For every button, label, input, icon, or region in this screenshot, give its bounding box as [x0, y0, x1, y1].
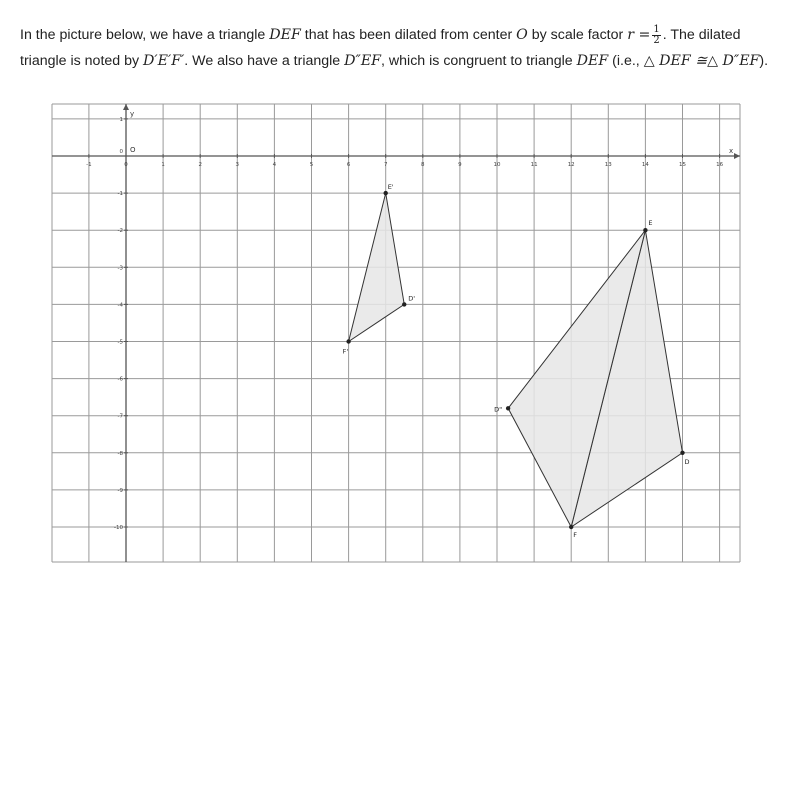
x-tick-label-14: 14	[641, 162, 649, 168]
x-tick-label-4: 4	[272, 162, 277, 168]
origin-label: O	[130, 146, 136, 154]
y-tick-label--10: -10	[114, 525, 123, 531]
fraction-numerator: 1	[653, 23, 660, 35]
triangle-congruent-label: D″EF	[344, 53, 382, 69]
triangle-dilated-label: D′E′F′	[143, 53, 185, 69]
x-tick-label-0: 0	[124, 162, 128, 168]
vertex-label-D: D	[684, 457, 690, 466]
triangle-def-label-2: DEF	[576, 53, 609, 69]
vertex-F1	[346, 339, 350, 343]
x-tick-label--1: -1	[86, 162, 92, 168]
x-tick-label-6: 6	[346, 162, 351, 168]
vertex-label-F1: F'	[342, 347, 349, 356]
scale-factor-symbol: r =	[627, 27, 651, 43]
vertex-label-F: F	[573, 531, 577, 539]
x-tick-label-11: 11	[530, 162, 538, 168]
y-tick-label-0: 0	[119, 149, 123, 155]
problem-text-7: (i.e.,	[612, 53, 640, 69]
x-tick-label-5: 5	[309, 162, 314, 168]
vertex-D	[680, 451, 684, 455]
vertex-E	[643, 228, 647, 232]
problem-text-5: . We also have a triangle	[184, 53, 341, 69]
y-tick-label--6: -6	[117, 376, 123, 383]
y-tick-label--8: -8	[117, 450, 123, 457]
x-tick-label-15: 15	[679, 162, 686, 168]
x-tick-label-2: 2	[198, 162, 202, 168]
y-tick-label--9: -9	[117, 487, 123, 494]
x-tick-label-10: 10	[493, 162, 501, 168]
vertex-E1	[384, 191, 388, 195]
congruence-statement: △ DEF ≅△ D″EF	[643, 53, 760, 69]
y-axis-label: y	[130, 110, 135, 118]
y-tick-label--7: -7	[117, 413, 123, 420]
x-tick-label-1: 1	[161, 162, 165, 168]
x-tick-label-7: 7	[383, 162, 388, 168]
vertex-D1	[402, 302, 406, 306]
triangles	[349, 193, 683, 527]
x-tick-label-13: 13	[604, 162, 612, 168]
x-tick-label-16: 16	[716, 162, 724, 168]
vertex-label-E1: E'	[387, 183, 394, 192]
problem-text-1: In the picture below, we have a triangle	[20, 27, 266, 43]
problem-text-2: that has been dilated from center	[304, 27, 513, 43]
vertex-label-D2: D"	[494, 405, 503, 414]
x-axis-arrow	[734, 153, 740, 159]
vertex-F	[569, 525, 573, 529]
y-tick-label--3: -3	[117, 265, 123, 272]
problem-text-3: by scale factor	[531, 27, 624, 43]
y-axis-arrow	[123, 104, 129, 110]
x-tick-label-9: 9	[458, 162, 462, 168]
y-tick-label--2: -2	[117, 228, 123, 235]
fraction-denominator: 2	[653, 34, 660, 46]
center-label: O	[516, 27, 528, 43]
x-tick-label-12: 12	[567, 162, 575, 168]
x-tick-label-8: 8	[421, 162, 425, 168]
triangle-def-label: DEF	[269, 27, 301, 43]
y-tick-label--5: -5	[117, 339, 123, 346]
y-tick-label--4: -4	[117, 302, 123, 309]
problem-text-4: . The dilated triangle is noted by	[20, 27, 741, 69]
x-tick-label-3: 3	[235, 162, 240, 168]
y-tick-label-1: 1	[119, 116, 123, 123]
x-axis-label: x	[729, 147, 734, 155]
vertex-label-E: E	[648, 219, 653, 228]
y-tick-label--1: -1	[117, 191, 123, 198]
problem-text-6: , which is congruent to triangle	[381, 53, 573, 69]
vertex-D2	[506, 406, 510, 410]
vertex-label-D1: D'	[408, 294, 416, 303]
problem-text-8: ).	[759, 53, 769, 69]
